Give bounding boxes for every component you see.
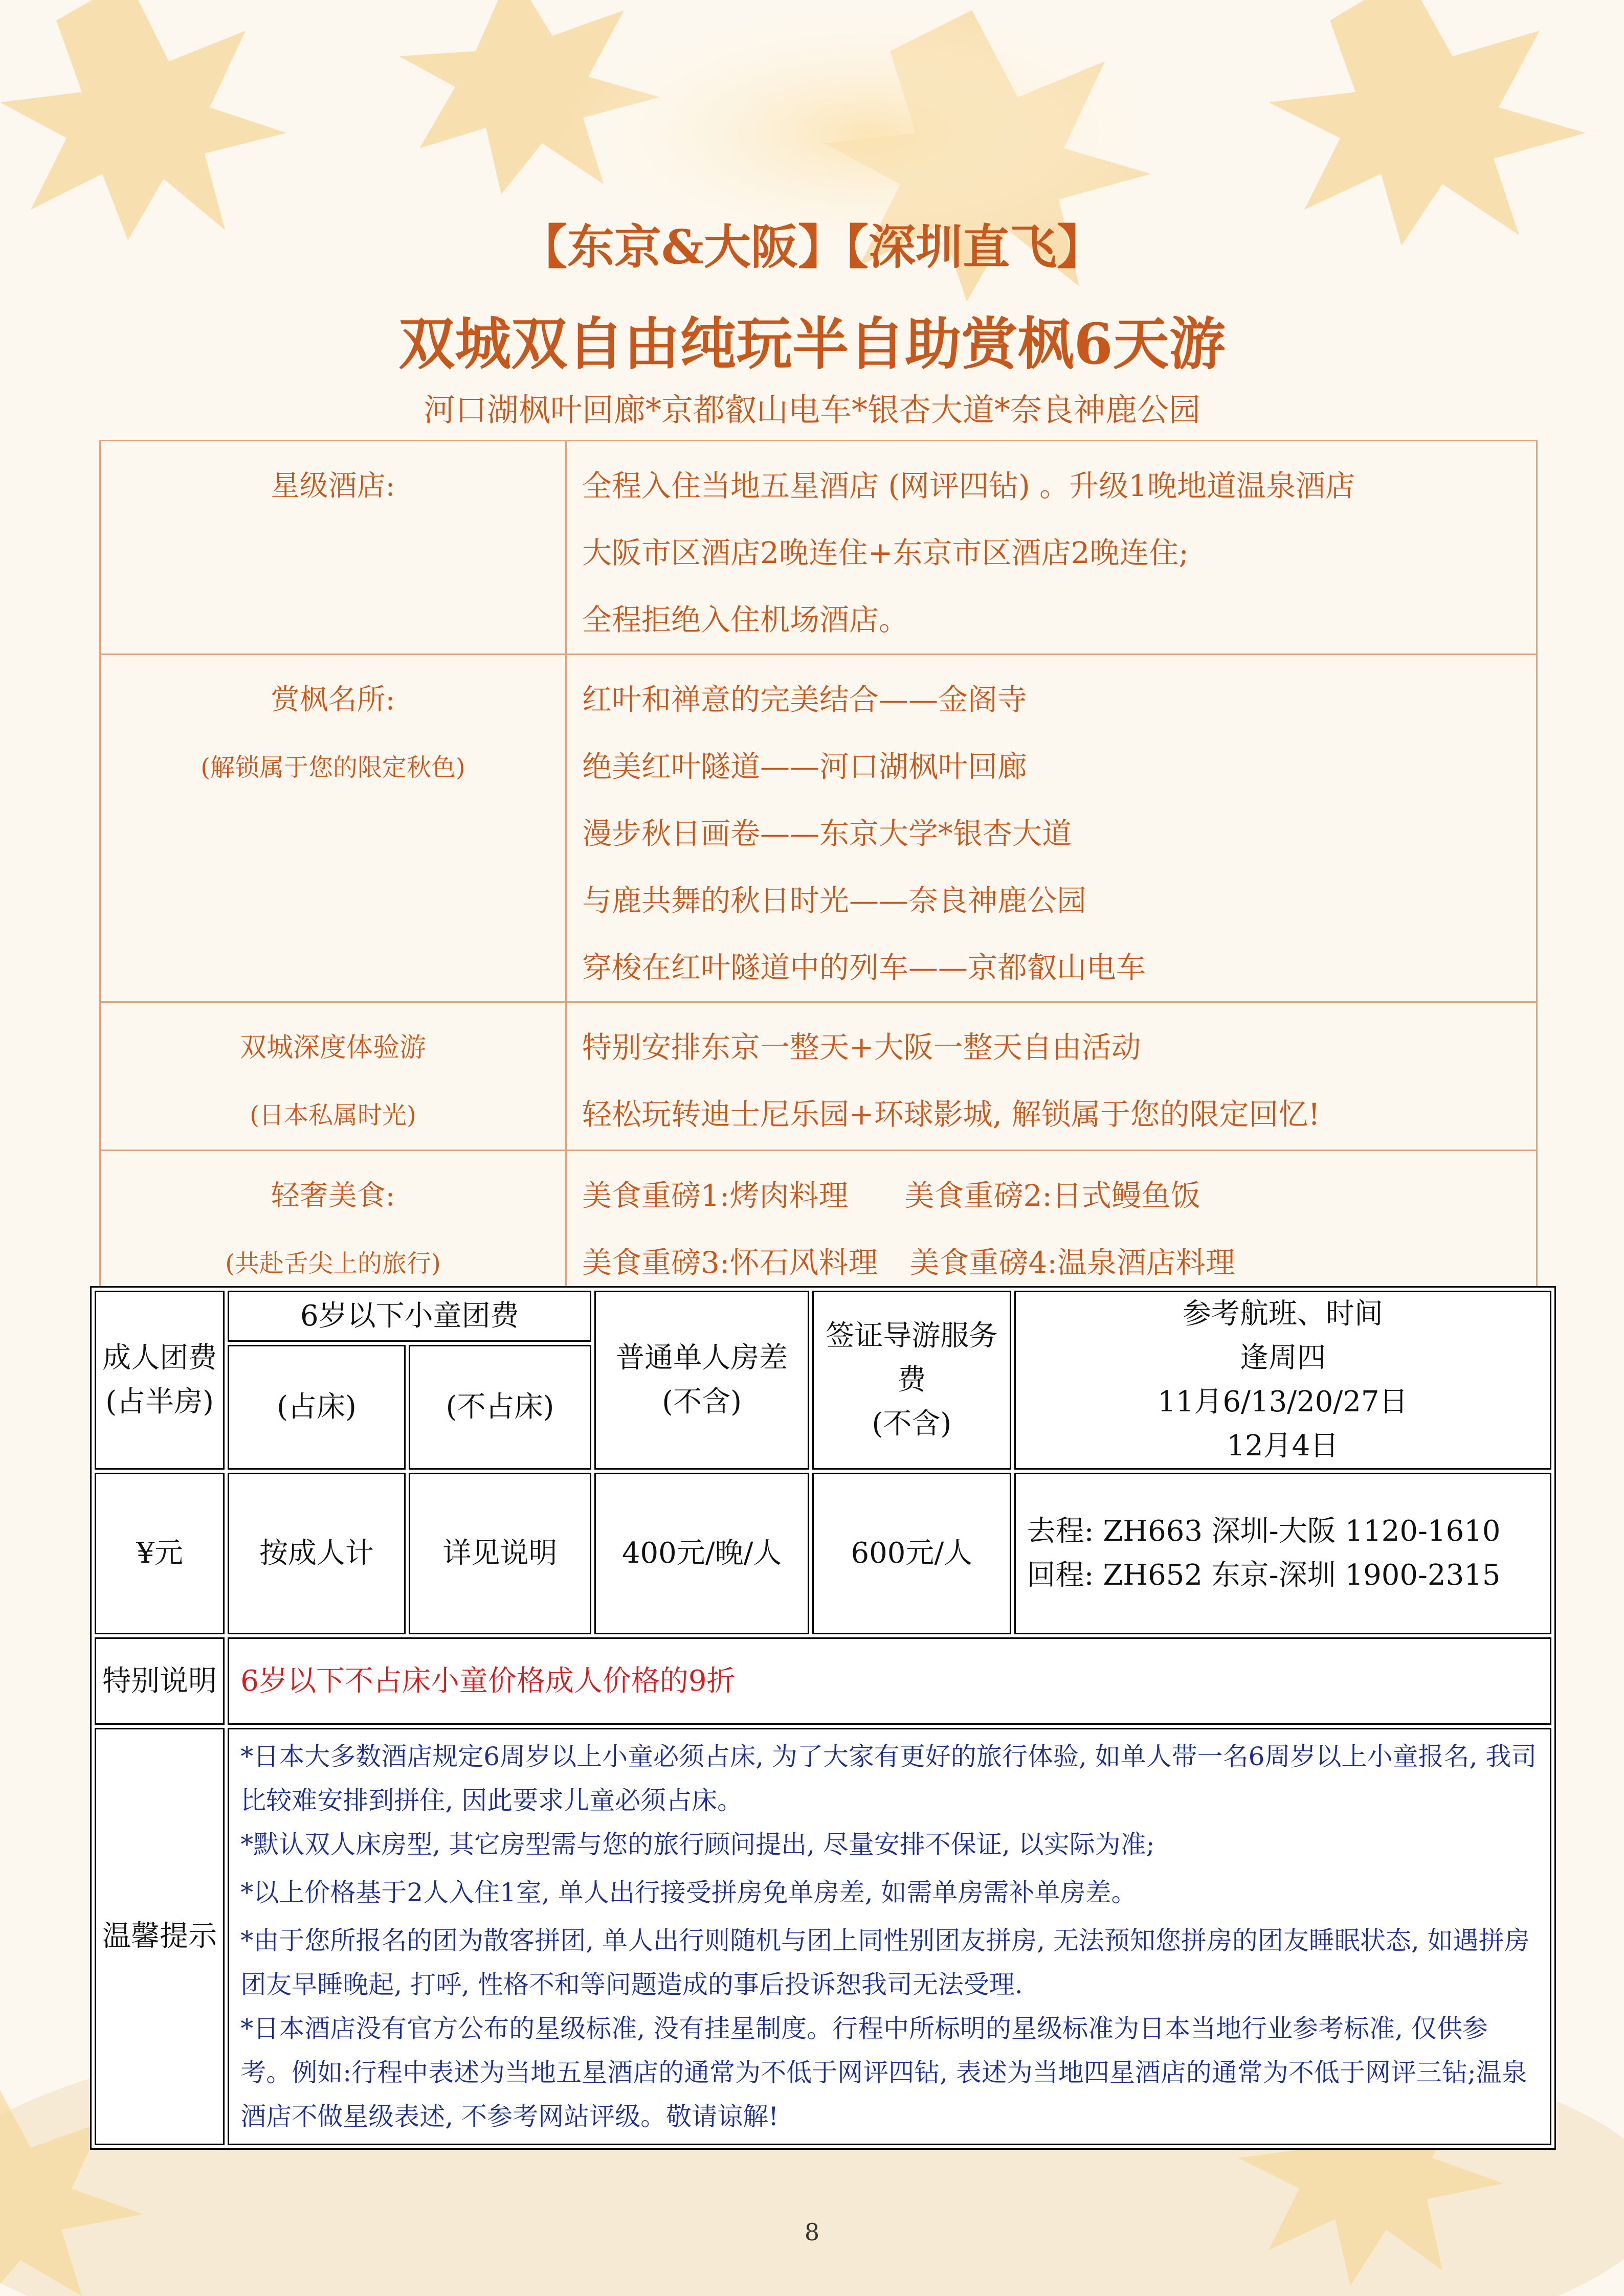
feature-label-cell — [100, 1151, 566, 1309]
food-item: 美食重磅1:烤肉料理 — [582, 1178, 849, 1213]
page-number: 8 — [804, 2218, 820, 2246]
flight-title: 参考航班、时间 — [1182, 1297, 1383, 1331]
feature-line: 与鹿共舞的秋日时光——奈良神鹿公园 — [582, 883, 1087, 918]
child-fee-header: 6岁以下小童团费 — [228, 1291, 591, 1342]
feature-value-cell — [566, 1151, 1537, 1309]
feature-line: 绝美红叶隧道——河口湖枫叶回廊 — [582, 749, 1028, 784]
flight-header — [1014, 1291, 1551, 1470]
feature-sublabel: (共赴舌尖上的旅行) — [225, 1249, 441, 1278]
feature-label-cell — [100, 655, 566, 1002]
tip-item: *默认双人床房型, 其它房型需与您的旅行顾问提出, 尽量安排不保证, 以实际为准; — [240, 1830, 1155, 1859]
single-supplement-title: 普通单人房差 — [616, 1341, 788, 1375]
special-note-label: 特别说明 — [95, 1637, 225, 1725]
adult-fee-value: ¥元 — [95, 1473, 225, 1634]
flight-outbound: 去程: ZH663 深圳-大阪 1120-1610 — [1027, 1515, 1501, 1548]
food-item: 美食重磅4:温泉酒店料理 — [909, 1245, 1235, 1280]
feature-line: 漫步秋日画卷——东京大学*银杏大道 — [582, 816, 1072, 851]
feature-row-maple — [100, 655, 1537, 1002]
tip-item: *由于您所报名的团为散客拼团, 单人出行则随机与团上同性别团友拼房, 无法预知您拼房的团友睡眠状态, 如遇拼房团友早睡晚起, 打呼, 性格不和等问题造成的事后投诉恕我司无法受理. — [240, 1926, 1530, 1999]
child-bed-value: 按成人计 — [228, 1473, 405, 1634]
feature-line: 轻松玩转迪士尼乐园+环球影城, 解锁属于您的限定回忆! — [582, 1097, 1320, 1132]
tips-content — [228, 1728, 1551, 2145]
feature-row-hotel — [100, 441, 1537, 655]
visa-fee-value: 600元/人 — [812, 1473, 1011, 1634]
flight-info — [1014, 1473, 1551, 1634]
feature-line: 全程拒绝入住机场酒店。 — [582, 602, 909, 637]
adult-fee-header: 成人团费(占半房) — [95, 1291, 225, 1470]
single-supplement-header — [594, 1291, 809, 1470]
feature-label: 轻奢美食: — [271, 1179, 395, 1212]
visa-fee-title: 签证导游服务费 — [826, 1319, 998, 1397]
subtitle: 河口湖枫叶回廊*京都叡山电车*银杏大道*奈良神鹿公园 — [423, 391, 1200, 429]
flight-day: 逢周四 — [1239, 1341, 1326, 1375]
visa-fee-header — [812, 1291, 1011, 1470]
flight-dates-nov: 11月6/13/20/27日 — [1158, 1385, 1408, 1419]
child-nobed-header: (不占床) — [409, 1345, 592, 1470]
flight-dates-dec: 12月4日 — [1227, 1429, 1339, 1462]
feature-value-cell — [566, 1002, 1537, 1151]
feature-label: 星级酒店: — [271, 469, 395, 503]
single-supplement-note: (不含) — [662, 1385, 742, 1419]
visa-fee-note: (不含) — [872, 1407, 952, 1440]
feature-line: 红叶和禅意的完美结合——金阁寺 — [582, 682, 1028, 717]
price-table — [90, 1286, 1556, 2150]
child-bed-header: (占床) — [228, 1345, 405, 1470]
tip-item: *日本大多数酒店规定6周岁以上小童必须占床, 为了大家有更好的旅行体验, 如单人带一名6周岁以上小童报名, 我司比较难安排到拼住, 因此要求儿童必须占床。 — [240, 1742, 1537, 1815]
feature-value-cell — [566, 441, 1537, 655]
feature-label: 赏枫名所: — [271, 683, 395, 716]
child-nobed-value: 详见说明 — [409, 1473, 592, 1634]
feature-line — [582, 1162, 1536, 1229]
tip-item: *以上价格基于2人入住1室, 单人出行接受拼房免单房差, 如需单房需补单房差。 — [240, 1878, 1137, 1907]
tip-item: *日本酒店没有官方公布的星级标准, 没有挂星制度。行程中所标明的星级标准为日本当地行业参考标准, 仅供参考。例如:行程中表述为当地五星酒店的通常为不低于网评四钻, 表述为当地四星酒店的通常为不低于网评三钻;温泉酒店不做星级表述, 不参考网站评级。敬请谅解! — [240, 2014, 1527, 2131]
special-note-text: 6岁以下不占床小童价格成人价格的9折 — [228, 1637, 1551, 1725]
feature-line: 大阪市区酒店2晚连住+东京市区酒店2晚连住; — [582, 535, 1189, 570]
feature-label-cell — [100, 1002, 566, 1151]
feature-line: 穿梭在红叶隧道中的列车——京都叡山电车 — [582, 950, 1146, 985]
features-table — [99, 440, 1538, 1310]
feature-line: 全程入住当地五星酒店 (网评四钻) 。升级1晚地道温泉酒店 — [582, 468, 1355, 503]
food-item: 美食重磅2:日式鳗鱼饭 — [904, 1178, 1200, 1213]
feature-line: 特别安排东京一整天+大阪一整天自由活动 — [582, 1030, 1141, 1065]
feature-value-cell — [566, 655, 1537, 1002]
food-item: 美食重磅3:怀石风料理 — [582, 1245, 878, 1280]
feature-row-city — [100, 1002, 1537, 1151]
flight-return: 回程: ZH652 东京-深圳 1900-2315 — [1027, 1559, 1501, 1592]
feature-sublabel: (日本私属时光) — [250, 1101, 416, 1130]
tips-label: 温馨提示 — [95, 1728, 225, 2145]
feature-sublabel: (解锁属于您的限定秋色) — [201, 753, 465, 782]
feature-label: 双城深度体验游 — [239, 1032, 426, 1063]
single-supplement-value: 400元/晚/人 — [594, 1473, 809, 1634]
title-line-2: 双城双自由纯玩半自助赏枫6天游 — [398, 311, 1226, 377]
title-line-1: 【东京&大阪】【深圳直飞】 — [520, 219, 1104, 275]
feature-label-cell — [100, 441, 566, 655]
feature-row-food — [100, 1151, 1537, 1309]
